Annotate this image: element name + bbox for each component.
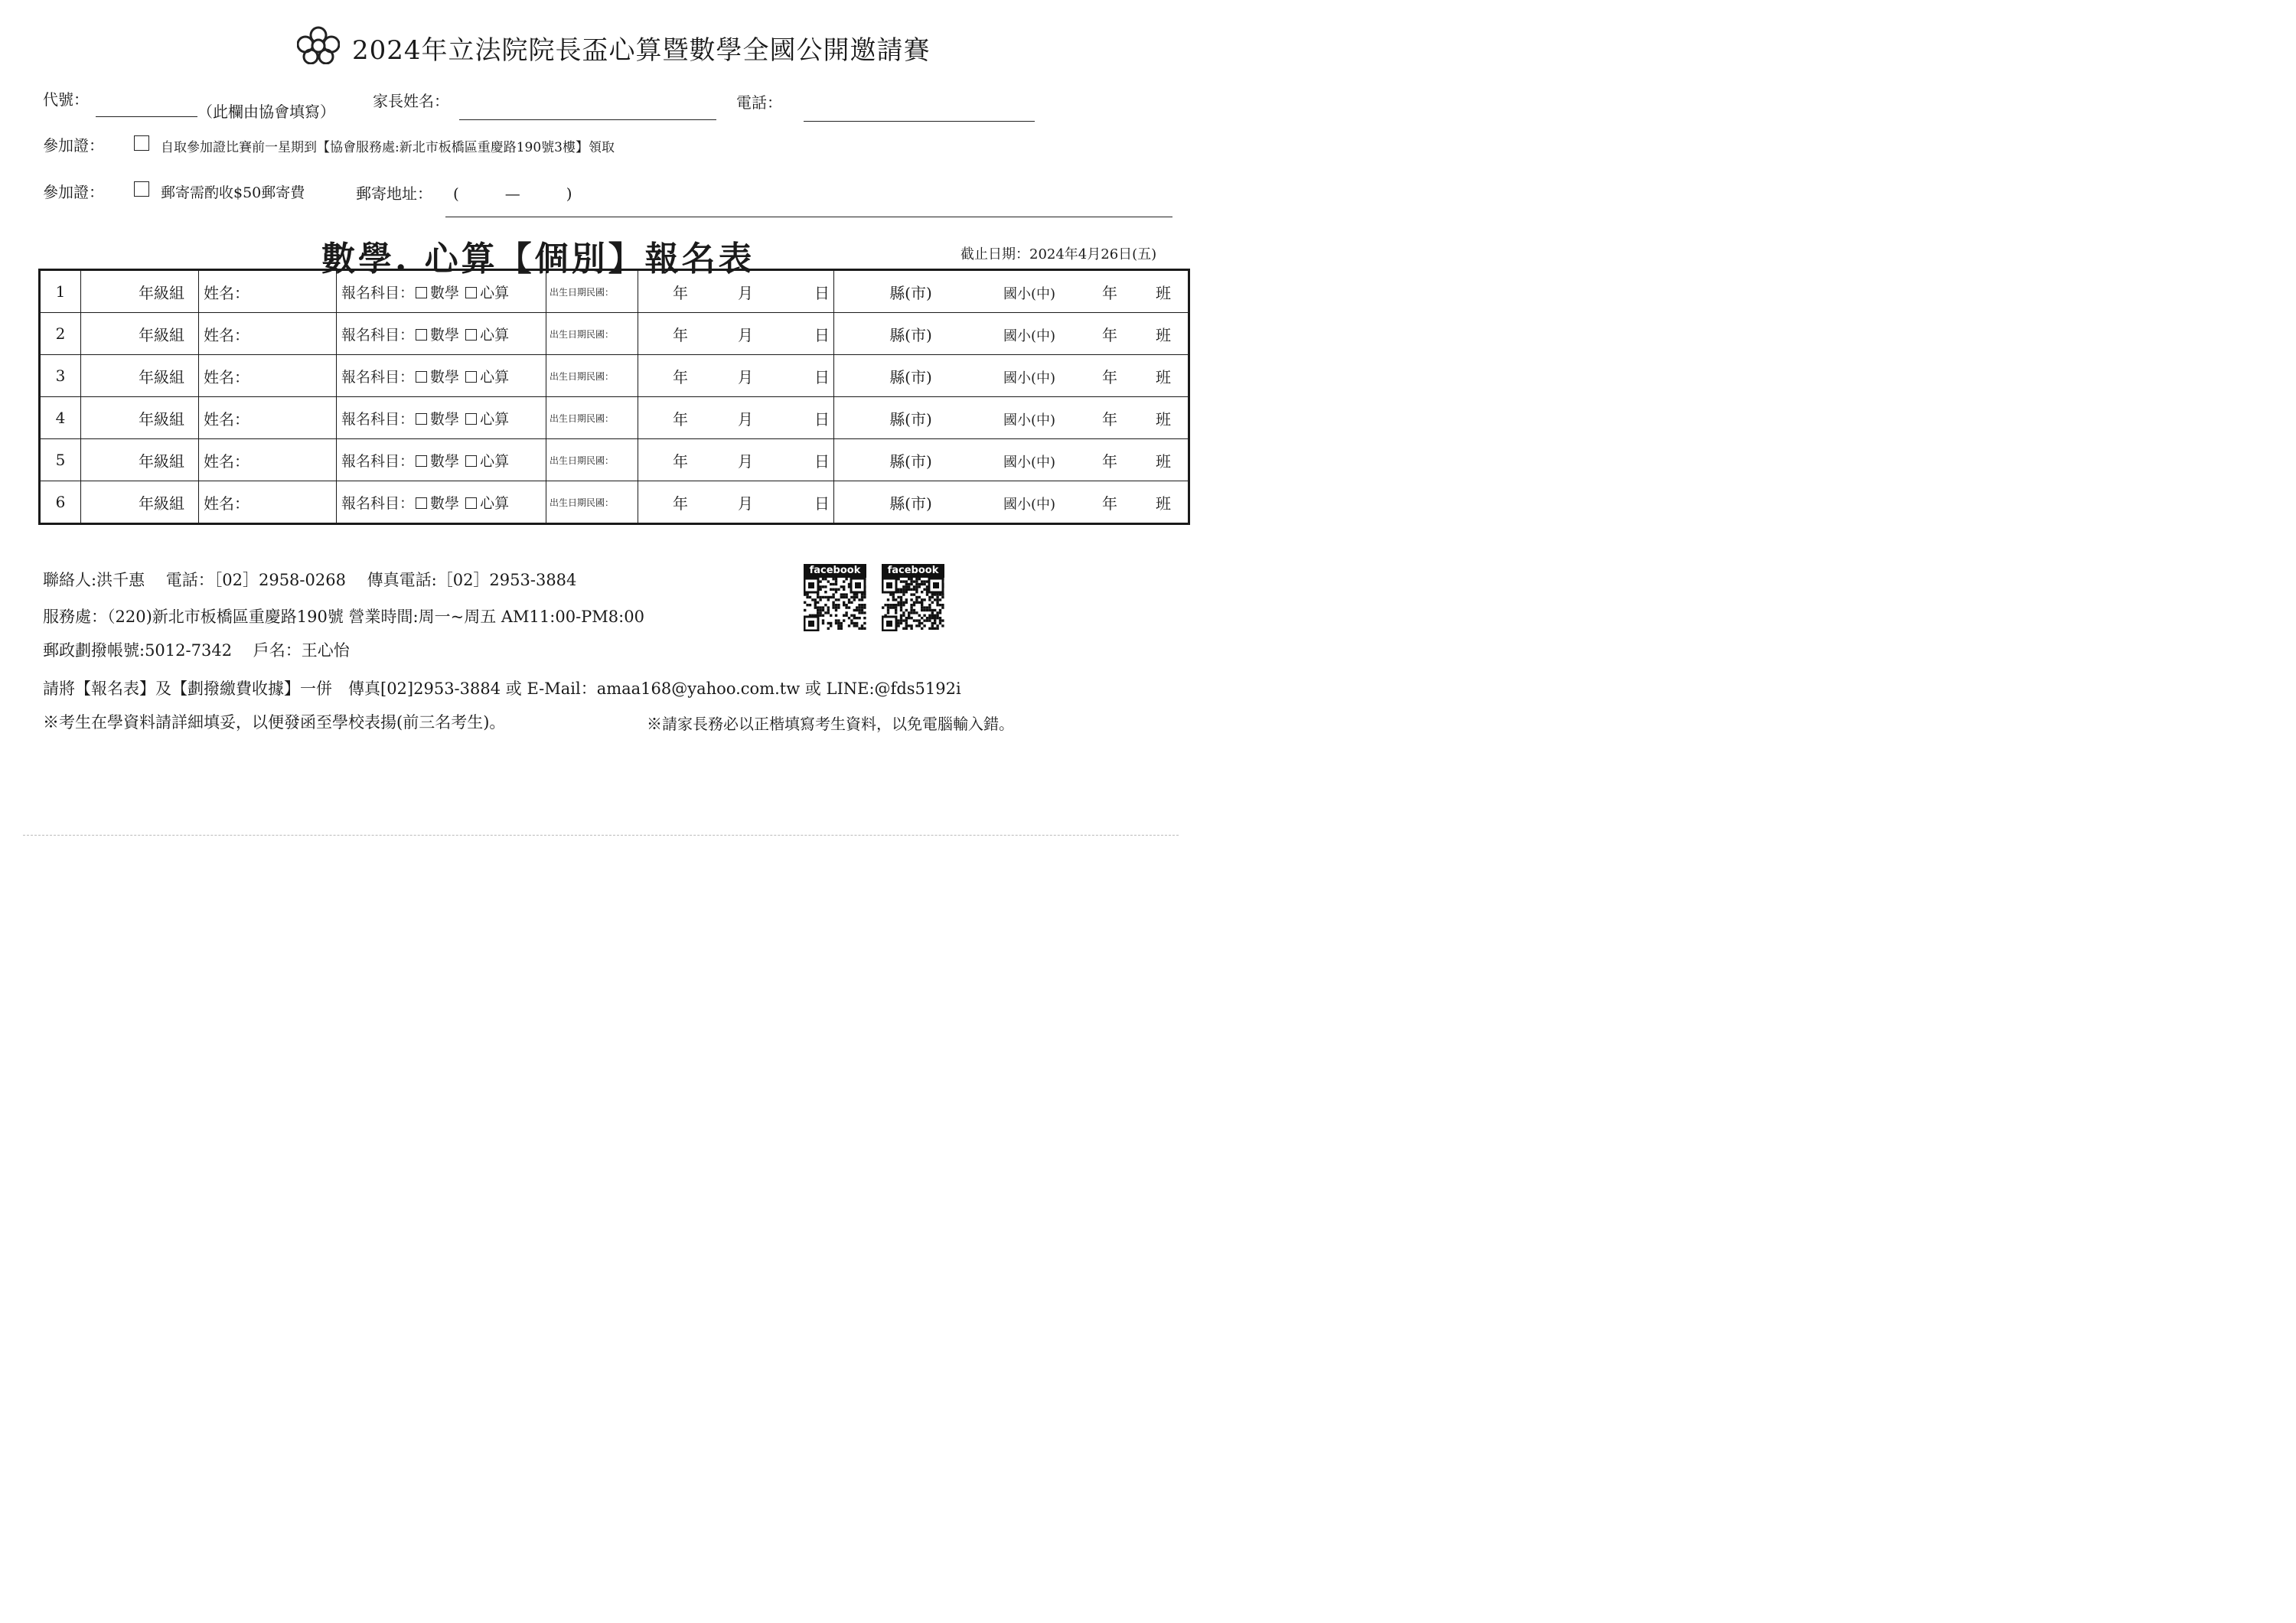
- table-title: 數學. 心算【個別】報名表: [321, 240, 755, 279]
- cut-line: [23, 835, 1179, 836]
- mail-address-label: 郵寄地址：: [356, 184, 432, 203]
- table-row: [40, 270, 1189, 313]
- student-name-cell[interactable]: [199, 481, 337, 524]
- school-label: 國小(中): [1003, 412, 1056, 429]
- subject-label: 報名科目：: [341, 284, 415, 301]
- row-number: 6: [40, 481, 81, 524]
- birth-date-label-cell: [546, 481, 638, 524]
- birth-date-label: 出生日期民國：: [550, 497, 615, 508]
- name-label: 姓名：: [204, 283, 249, 302]
- birth-date-label-cell: [546, 313, 638, 355]
- parent-name-label: 家長姓名：: [373, 92, 449, 110]
- math-checkbox[interactable]: [416, 455, 427, 467]
- facebook-qr-1[interactable]: [804, 564, 866, 631]
- grade-group-label: 年級組: [139, 409, 184, 429]
- pass-label: 參加證：: [43, 136, 104, 155]
- mental-math-label: 心算: [480, 326, 510, 344]
- birth-date-label-cell: [546, 397, 638, 439]
- mental-math-label: 心算: [480, 410, 510, 428]
- row-number: 3: [40, 355, 81, 397]
- class-label: 班: [1156, 283, 1171, 302]
- year-label: 年: [673, 451, 688, 471]
- school-label: 國小(中): [1003, 285, 1056, 302]
- mental-math-label: 心算: [480, 494, 510, 512]
- table-row: [40, 355, 1189, 397]
- day-label: 日: [814, 451, 830, 471]
- birth-date-label-cell: [546, 439, 638, 481]
- year-label: 年: [673, 494, 688, 513]
- class-label: 班: [1156, 367, 1171, 386]
- birth-date-label-cell: [546, 270, 638, 313]
- grade-group-label: 年級組: [139, 494, 184, 513]
- school-cell[interactable]: [834, 397, 1189, 439]
- note-school-data: ※考生在學資料請詳細填妥，以便發函至學校表揚(前三名考生)。: [43, 713, 506, 732]
- note-handwriting: ※請家長務必以正楷填寫考生資料，以免電腦輸入錯。: [647, 715, 1014, 733]
- grade-group-cell[interactable]: [81, 481, 199, 524]
- birth-date-label: 出生日期民國：: [550, 328, 615, 340]
- plum-blossom-logo-icon: [297, 26, 340, 64]
- deadline: 截止日期：2024年4月26日(五): [960, 246, 1157, 262]
- phone-field[interactable]: [804, 121, 1035, 122]
- student-name-cell[interactable]: [199, 313, 337, 355]
- qr-code-icon: [882, 578, 944, 631]
- month-label: 月: [738, 451, 753, 471]
- county-label: 縣(市): [889, 325, 932, 344]
- table-row: [40, 481, 1189, 524]
- grade-group-label: 年級組: [139, 367, 184, 386]
- birth-date-cell[interactable]: [638, 439, 834, 481]
- school-cell[interactable]: [834, 439, 1189, 481]
- birth-date-cell[interactable]: [638, 270, 834, 313]
- mail-address-zip: ( — ): [453, 184, 572, 203]
- birth-date-label: 出生日期民國：: [550, 370, 615, 382]
- school-cell[interactable]: [834, 270, 1189, 313]
- qr-code-icon: [804, 578, 866, 631]
- grade-group-label: 年級組: [139, 451, 184, 471]
- table-row: [40, 313, 1189, 355]
- pickup-option-text: 自取參加證比賽前一星期到【協會服務處:新北市板橋區重慶路190號3樓】領取: [161, 140, 615, 155]
- mental-math-label: 心算: [480, 284, 510, 301]
- school-cell[interactable]: [834, 313, 1189, 355]
- mental-math-label: 心算: [480, 368, 510, 386]
- year-label: 年: [673, 367, 688, 386]
- table-row: [40, 397, 1189, 439]
- facebook-label: facebook: [804, 564, 866, 578]
- class-label: 班: [1156, 494, 1171, 513]
- subject-cell: [337, 439, 546, 481]
- day-label: 日: [814, 325, 830, 344]
- school-year-label: 年: [1102, 409, 1117, 429]
- math-label: 數學: [430, 368, 460, 386]
- table-row: [40, 439, 1189, 481]
- phone-label: 電話：: [736, 93, 782, 112]
- subject-label: 報名科目：: [341, 326, 415, 344]
- name-label: 姓名：: [204, 409, 249, 429]
- grade-group-cell[interactable]: [81, 313, 199, 355]
- school-year-label: 年: [1102, 494, 1117, 513]
- name-label: 姓名：: [204, 494, 249, 513]
- day-label: 日: [814, 367, 830, 386]
- birth-date-cell[interactable]: [638, 481, 834, 524]
- birth-date-label: 出生日期民國：: [550, 286, 615, 298]
- subject-label: 報名科目：: [341, 368, 415, 386]
- mental-math-checkbox[interactable]: [465, 371, 477, 383]
- math-checkbox[interactable]: [416, 371, 427, 383]
- birth-date-label-cell: [546, 355, 638, 397]
- mail-option-text: 郵寄需酌收$50郵寄費: [161, 184, 305, 201]
- month-label: 月: [738, 283, 753, 302]
- name-label: 姓名：: [204, 451, 249, 471]
- birth-date-cell[interactable]: [638, 397, 834, 439]
- math-checkbox[interactable]: [416, 497, 427, 509]
- row-number: 2: [40, 313, 81, 355]
- row-number: 5: [40, 439, 81, 481]
- birth-date-cell[interactable]: [638, 313, 834, 355]
- month-label: 月: [738, 325, 753, 344]
- school-year-label: 年: [1102, 451, 1117, 471]
- county-label: 縣(市): [889, 409, 932, 429]
- office-line: 服務處：（220)新北市板橋區重慶路190號 營業時間:周一~周五 AM11:00-PM8:00: [43, 608, 644, 626]
- month-label: 月: [738, 494, 753, 513]
- student-name-cell[interactable]: [199, 397, 337, 439]
- grade-group-label: 年級組: [139, 283, 184, 302]
- name-label: 姓名：: [204, 367, 249, 386]
- subject-cell: [337, 481, 546, 524]
- year-label: 年: [673, 283, 688, 302]
- month-label: 月: [738, 409, 753, 429]
- math-label: 數學: [430, 284, 460, 301]
- county-label: 縣(市): [889, 283, 932, 302]
- code-note: （此欄由協會填寫）: [197, 103, 335, 121]
- mental-math-checkbox[interactable]: [465, 329, 477, 341]
- school-label: 國小(中): [1003, 454, 1056, 471]
- pass-label-2: 參加證：: [43, 183, 104, 201]
- subject-cell: [337, 397, 546, 439]
- mental-math-checkbox[interactable]: [465, 413, 477, 425]
- mail-checkbox[interactable]: [134, 181, 149, 197]
- school-label: 國小(中): [1003, 496, 1056, 513]
- school-cell[interactable]: [834, 355, 1189, 397]
- school-year-label: 年: [1102, 283, 1117, 302]
- facebook-label: facebook: [882, 564, 944, 578]
- mental-math-checkbox[interactable]: [465, 497, 477, 509]
- registration-table: [38, 269, 1190, 525]
- math-label: 數學: [430, 410, 460, 428]
- facebook-qr-2[interactable]: [882, 564, 944, 631]
- subject-cell: [337, 355, 546, 397]
- day-label: 日: [814, 283, 830, 302]
- code-field[interactable]: [96, 116, 197, 117]
- parent-name-field[interactable]: [459, 119, 716, 120]
- row-number: 1: [40, 270, 81, 313]
- grade-group-cell[interactable]: [81, 397, 199, 439]
- math-label: 數學: [430, 494, 460, 512]
- class-label: 班: [1156, 325, 1171, 344]
- county-label: 縣(市): [889, 451, 932, 471]
- birth-date-cell[interactable]: [638, 355, 834, 397]
- year-label: 年: [673, 409, 688, 429]
- grade-group-label: 年級組: [139, 325, 184, 344]
- subject-cell: [337, 313, 546, 355]
- mental-math-checkbox[interactable]: [465, 287, 477, 298]
- row-number: 4: [40, 397, 81, 439]
- subject-cell: [337, 270, 546, 313]
- birth-date-label: 出生日期民國：: [550, 412, 615, 424]
- math-checkbox[interactable]: [416, 413, 427, 425]
- day-label: 日: [814, 494, 830, 513]
- subject-label: 報名科目：: [341, 494, 415, 512]
- student-name-cell[interactable]: [199, 355, 337, 397]
- math-label: 數學: [430, 452, 460, 470]
- school-year-label: 年: [1102, 367, 1117, 386]
- math-checkbox[interactable]: [416, 329, 427, 341]
- day-label: 日: [814, 409, 830, 429]
- county-label: 縣(市): [889, 367, 932, 386]
- student-name-cell[interactable]: [199, 439, 337, 481]
- mental-math-checkbox[interactable]: [465, 455, 477, 467]
- month-label: 月: [738, 367, 753, 386]
- postal-line: 郵政劃撥帳號:5012-7342 戶名：王心怡: [43, 641, 350, 660]
- send-instructions: 請將【報名表】及【劃撥繳費收據】一併 傳真[02]2953-3884 或 E-Mail：amaa168@yahoo.com.tw 或 LINE:@fds5192i: [43, 680, 961, 698]
- name-label: 姓名：: [204, 325, 249, 344]
- subject-label: 報名科目：: [341, 410, 415, 428]
- math-label: 數學: [430, 326, 460, 344]
- math-checkbox[interactable]: [416, 287, 427, 298]
- year-label: 年: [673, 325, 688, 344]
- pickup-checkbox[interactable]: [134, 135, 149, 151]
- school-year-label: 年: [1102, 325, 1117, 344]
- class-label: 班: [1156, 451, 1171, 471]
- school-cell[interactable]: [834, 481, 1189, 524]
- grade-group-cell[interactable]: [81, 439, 199, 481]
- school-label: 國小(中): [1003, 328, 1056, 344]
- class-label: 班: [1156, 409, 1171, 429]
- birth-date-label: 出生日期民國：: [550, 455, 615, 466]
- student-name-cell[interactable]: [199, 270, 337, 313]
- mental-math-label: 心算: [480, 452, 510, 470]
- county-label: 縣(市): [889, 494, 932, 513]
- page-title: 2024年立法院院長盃心算暨數學全國公開邀請賽: [352, 35, 931, 66]
- grade-group-cell[interactable]: [81, 355, 199, 397]
- subject-label: 報名科目：: [341, 452, 415, 470]
- school-label: 國小(中): [1003, 370, 1056, 386]
- grade-group-cell[interactable]: [81, 270, 199, 313]
- code-label: 代號：: [43, 90, 89, 109]
- contact-line: 聯絡人:洪千惠 電話：［02］2958-0268 傳真電話:［02］2953-3884: [43, 571, 577, 589]
